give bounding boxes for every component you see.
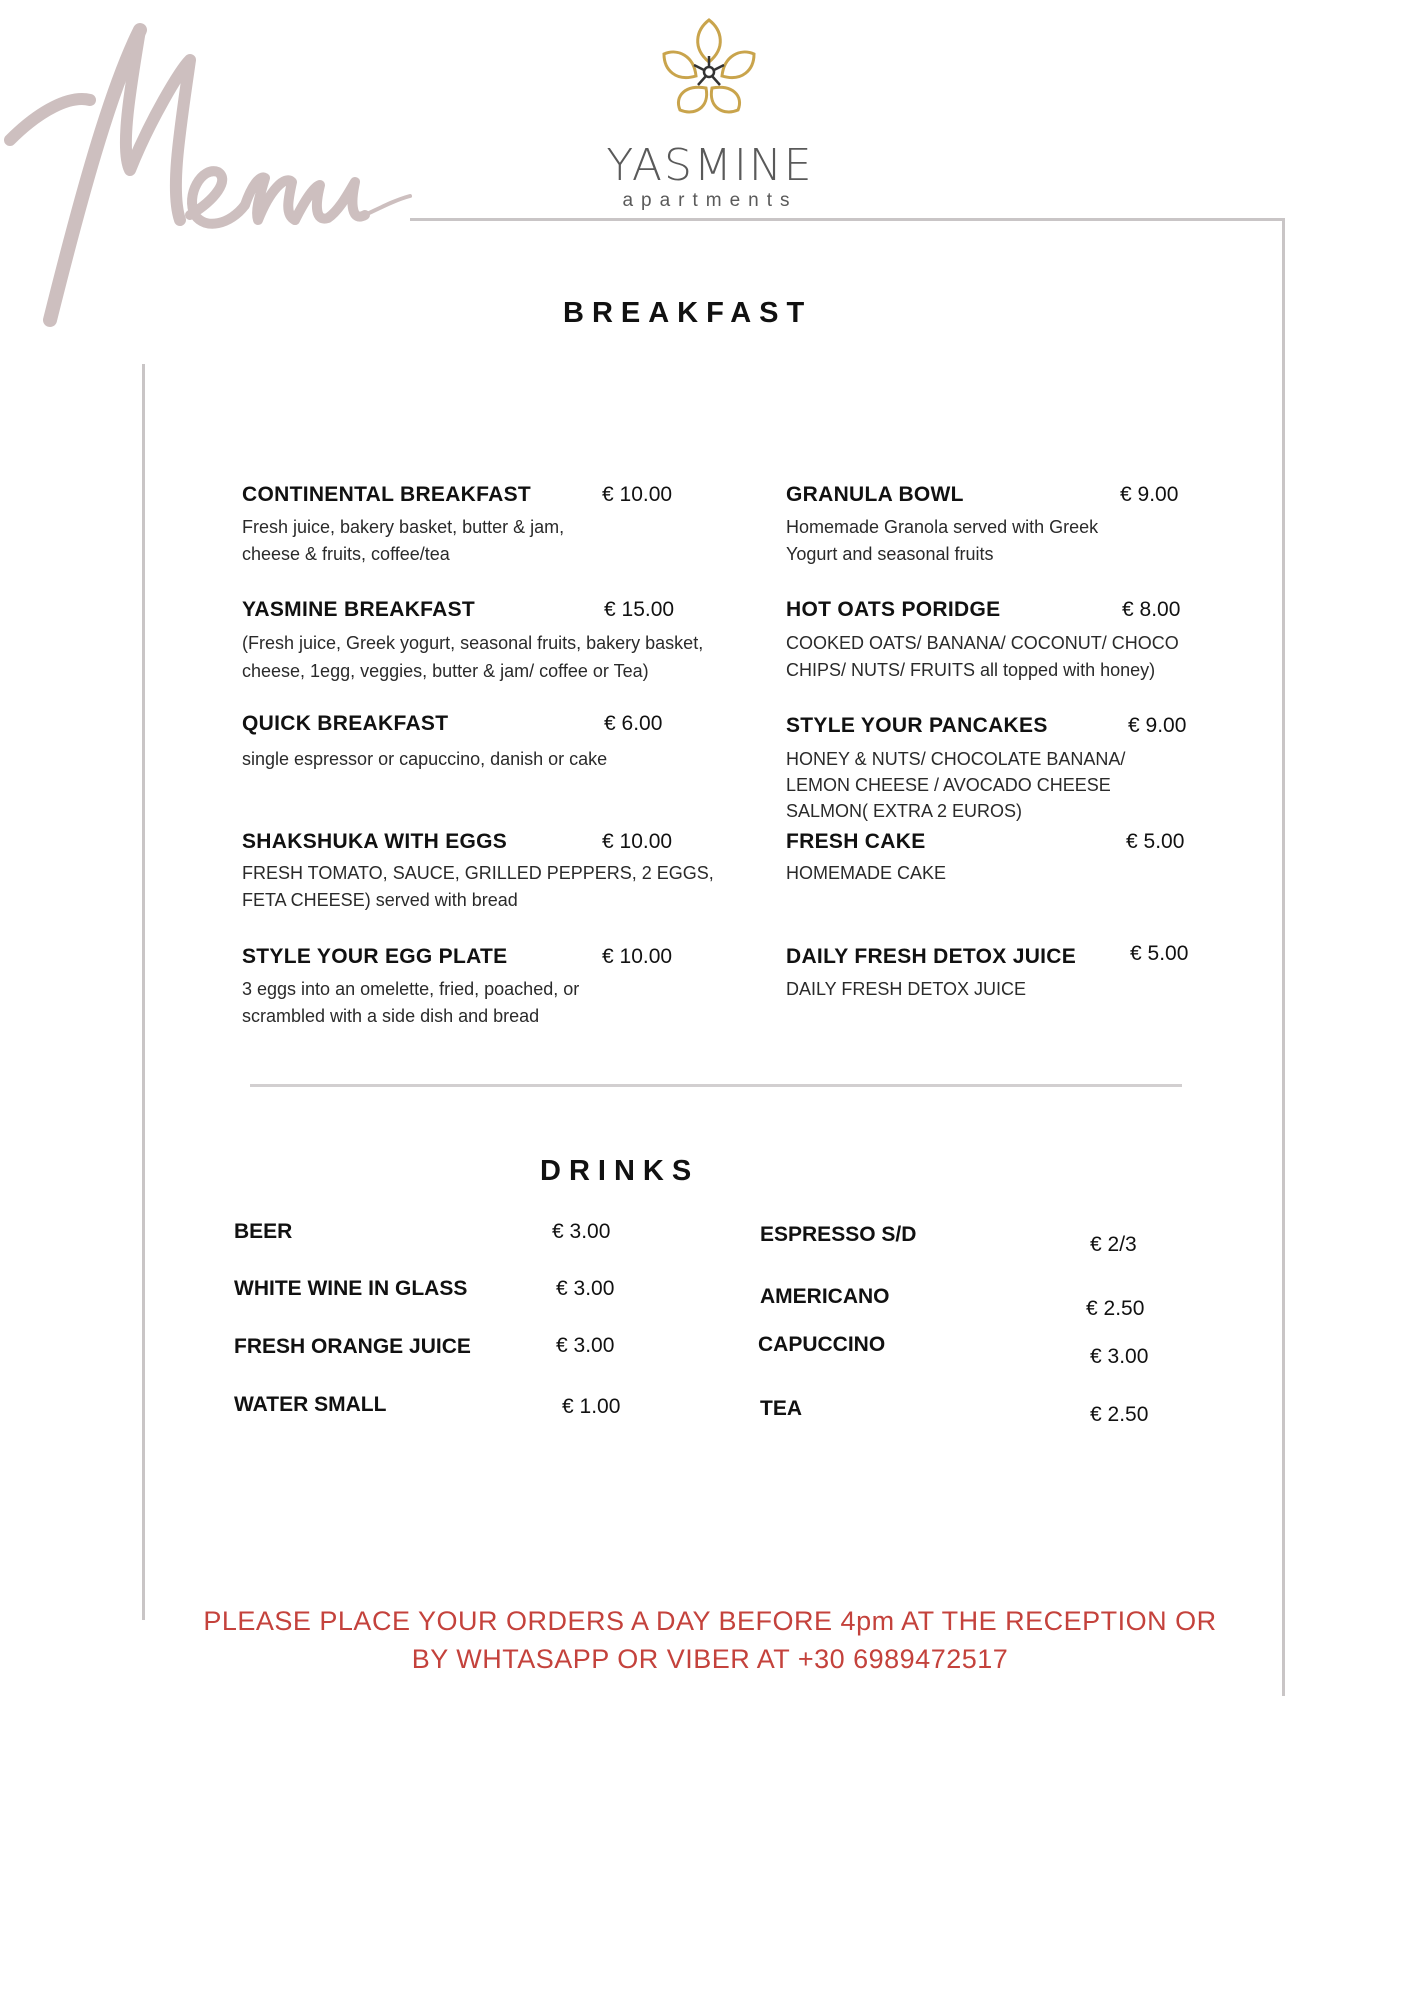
drink-price: € 2.50 (1090, 1403, 1149, 1426)
section-divider (250, 1084, 1182, 1087)
menu-item-price: € 9.00 (1128, 714, 1187, 737)
drink-price: € 1.00 (562, 1395, 621, 1418)
drink-name: AMERICANO (760, 1285, 890, 1308)
drink-name: WHITE WINE IN GLASS (234, 1277, 468, 1300)
menu-item-description: single espressor or capuccino, danish or cake (242, 749, 608, 769)
drink-name: FRESH ORANGE JUICE (234, 1335, 471, 1358)
menu-item-description: Yogurt and seasonal fruits (786, 544, 994, 564)
drink-name: WATER SMALL (234, 1393, 387, 1416)
drink-name: TEA (760, 1397, 802, 1420)
menu-item-name: STYLE YOUR PANCAKES (786, 714, 1048, 737)
menu-item-name: SHAKSHUKA WITH EGGS (242, 830, 508, 853)
drink-price: € 2/3 (1090, 1233, 1137, 1256)
frame-left-line (142, 364, 145, 1620)
menu-item-description: Fresh juice, bakery basket, butter & jam, (242, 517, 565, 537)
menu-item-name: FRESH CAKE (786, 830, 926, 853)
menu-item-description: cheese, 1egg, veggies, butter & jam/ coffee or Tea) (242, 661, 649, 681)
drink-name: CAPUCCINO (758, 1333, 886, 1356)
menu-item-description: COOKED OATS/ BANANA/ COCONUT/ CHOCO (786, 633, 1179, 653)
menu-item-description: LEMON CHEESE / AVOCADO CHEESE (786, 775, 1111, 795)
menu-item-price: € 5.00 (1126, 830, 1185, 853)
brand-subtitle: apartments (622, 190, 798, 211)
frame-top-line (410, 218, 1284, 221)
menu-item-name: STYLE YOUR EGG PLATE (242, 945, 508, 968)
menu-item-description: HONEY & NUTS/ CHOCOLATE BANANA/ (786, 749, 1126, 769)
menu-item-price: € 8.00 (1122, 598, 1181, 621)
menu-item-name: QUICK BREAKFAST (242, 712, 449, 735)
order-notice-line: PLEASE PLACE YOUR ORDERS A DAY BEFORE 4pm AT THE RECEPTION OR (203, 1606, 1217, 1636)
frame-right-line (1282, 218, 1285, 1696)
menu-item-description: cheese & fruits, coffee/tea (242, 544, 450, 564)
menu-item-description: (Fresh juice, Greek yogurt, seasonal fruits, bakery basket, (242, 633, 704, 653)
menu-item-description: Homemade Granola served with Greek (786, 517, 1099, 537)
menu-item-name: GRANULA BOWL (786, 483, 964, 506)
drink-price: € 3.00 (552, 1220, 611, 1243)
menu-item-name: CONTINENTAL BREAKFAST (242, 483, 532, 506)
menu-item-price: € 10.00 (602, 830, 673, 853)
menu-item-price: € 6.00 (604, 712, 663, 735)
menu-item-description: FETA CHEESE) served with bread (242, 890, 518, 910)
menu-item-description: scrambled with a side dish and bread (242, 1006, 540, 1026)
drink-price: € 3.00 (1090, 1345, 1149, 1368)
menu-item-name: HOT OATS PORIDGE (786, 598, 1001, 621)
drink-name: BEER (234, 1220, 293, 1243)
menu-item-price: € 10.00 (602, 945, 673, 968)
order-notice-line: BY WHTASAPP OR VIBER AT +30 6989472517 (411, 1644, 1009, 1674)
menu-item-price: € 9.00 (1120, 483, 1179, 506)
menu-item-description: DAILY FRESH DETOX JUICE (786, 979, 1027, 999)
drink-price: € 3.00 (556, 1334, 615, 1357)
drinks-section-title: DRINKS (540, 1155, 700, 1187)
breakfast-section-title: BREAKFAST (563, 297, 813, 329)
drink-name: ESPRESSO S/D (760, 1223, 917, 1246)
order-notice (160, 1602, 1260, 1678)
brand-name: YASMINE (606, 140, 814, 191)
menu-item-description: HOMEMADE CAKE (786, 863, 947, 883)
menu-item-description: FRESH TOMATO, SAUCE, GRILLED PEPPERS, 2 EGGS, (242, 863, 714, 883)
menu-item-price: € 5.00 (1130, 942, 1189, 965)
menu-item-description: CHIPS/ NUTS/ FRUITS all topped with honey) (786, 660, 1156, 680)
menu-item-description: 3 eggs into an omelette, fried, poached, or (242, 979, 580, 999)
menu-item-description: SALMON( EXTRA 2 EUROS) (786, 801, 1023, 821)
drink-price: € 3.00 (556, 1277, 615, 1300)
drink-price: € 2.50 (1086, 1297, 1145, 1320)
menu-item-name: DAILY FRESH DETOX JUICE (786, 945, 1077, 968)
yasmine-logo-icon (650, 10, 768, 128)
menu-item-price: € 15.00 (604, 598, 675, 621)
menu-item-price: € 10.00 (602, 483, 673, 506)
menu-script-decoration (0, 0, 420, 350)
menu-item-name: YASMINE BREAKFAST (242, 598, 476, 621)
